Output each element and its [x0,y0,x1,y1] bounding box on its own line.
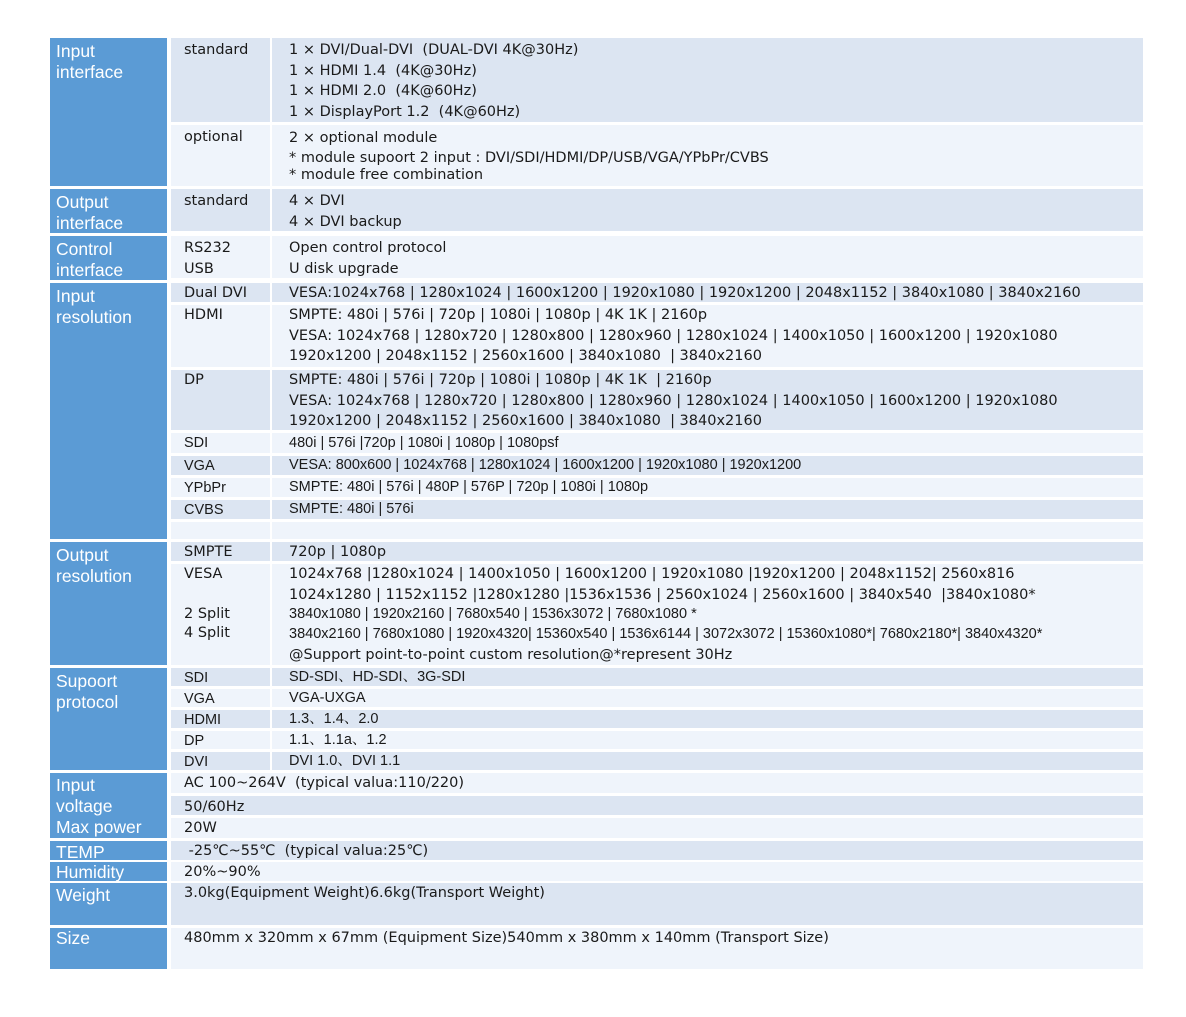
sub-line: RS232 [184,240,231,256]
sub-label: SMPTE [171,542,272,561]
row-hdmi [171,305,1143,367]
sub-label: HDMI [171,305,272,367]
label-line: voltage [56,796,113,816]
row-optional [171,125,1143,186]
row-value [171,928,1143,969]
row-standard [171,38,1143,122]
sub-line: USB [184,260,214,277]
value-line: 1 × DVI/Dual-DVI (DUAL-DVI 4K@30Hz) [289,42,579,58]
spec-table [50,38,1143,972]
row-value [272,125,1143,186]
row-dvi [171,752,1143,770]
row-value: -25℃~55℃ (typical valua:25℃) [184,843,429,859]
section-support-protocol [50,668,1143,770]
row-value [272,542,1143,561]
label-line: Max power [56,817,142,837]
value-line: 1024x1280 | 1152x1152 |1280x1280 |1536x1536 | 2560x1024 | 2560x1600 | 3840x540 |3840x1080* [289,586,1036,603]
row-temp [171,841,1143,860]
value-line: VESA: 1024x768 | 1280x720 | 1280x800 | 1280x960 | 1280x1024 | 1400x1050 | 1600x1200 | 1920x1080 [289,327,1058,344]
section-label: TEMP [50,841,167,860]
section-label [50,236,167,280]
section-label: Humidity [50,862,167,881]
row-value [272,38,1143,122]
row-value [272,710,1143,728]
value-line: DVI 1.0、DVI 1.1 [289,753,401,769]
value-line: 1920x1200 | 2048x1152 | 2560x1600 | 3840x1080 | 3840x2160 [289,413,762,429]
label-line: resolution [56,565,132,586]
section-output-resolution [50,542,1143,665]
section-output-interface [50,189,1143,233]
row-empty [171,522,1143,539]
value-line: 1.3、1.4、2.0 [289,711,379,727]
section-label [50,773,167,838]
sub-label: standard [171,189,272,231]
value-line: VESA: 1024x768 | 1280x720 | 1280x800 | 1280x960 | 1280x1024 | 1400x1050 | 1600x1200 | 1920x1080 [289,392,1058,409]
row-max-power [171,818,1143,838]
value-line: 540mm x 380mm x 140mm (Transport Size) [507,930,829,946]
section-control-interface [50,236,1143,280]
row-value [272,564,1143,665]
label-line: Input [56,775,95,795]
row-value [272,478,1143,497]
row-value [272,731,1143,749]
sub-label: CVBS [171,500,272,519]
row-hdmi [171,710,1143,728]
value-line: * module free combination [289,167,484,183]
value-line: * module supoort 2 input : DVI/SDI/HDMI/DP/USB/VGA/YPbPr/CVBS [289,150,769,166]
sub-label [171,236,272,278]
value-line: 6.6kg(Transport Weight) [369,885,545,901]
value-line: 480mm x 320mm x 67mm (Equipment Size) [184,930,508,946]
row-weight [171,883,1143,925]
row-smpte [171,542,1143,561]
label-line: resolution [56,306,132,327]
sub-label: DVI [171,752,272,770]
section-label [50,668,167,770]
row-size [171,928,1143,969]
section-input-resolution [50,283,1143,539]
row-value [272,500,1143,519]
section-humidity [50,862,1143,881]
row-vga [171,689,1143,707]
sub-label: DP [171,370,272,430]
row-value [272,189,1143,231]
section-input-interface [50,38,1143,186]
sub-label: Dual DVI [171,283,272,302]
value-line: 1 × HDMI 2.0 (4K@60Hz) [289,83,477,99]
label-line: interface [56,259,124,280]
label-line: Input [56,41,95,61]
value-line: SMPTE: 480i | 576i [289,501,414,517]
sub-label: VGA [171,456,272,475]
value-line: 4 × DVI [289,193,345,209]
row-value [272,236,1143,278]
row-value [272,305,1143,367]
row-value [272,456,1143,475]
row-value [171,883,1143,925]
value-line: VGA-UXGA [289,690,366,706]
section-label [50,542,167,665]
row-control [171,236,1143,278]
value-line: 720p | 1080p [289,544,387,560]
value-line: 1 × DisplayPort 1.2 (4K@60Hz) [289,103,521,120]
row-value: AC 100~264V (typical valua:110/220) [184,775,465,791]
row-input-voltage [171,773,1143,793]
value-line: Open control protocol [289,240,447,256]
sub-label: DP [171,731,272,749]
sub-label: SDI [171,668,272,686]
row-cvbs [171,500,1143,519]
row-value [272,752,1143,770]
sub-label: YPbPr [171,478,272,497]
row-value [272,689,1143,707]
row-value: 20W [184,820,217,836]
value-line: 3.0kg(Equipment Weight) [184,885,370,901]
value-line: VESA: 800x600 | 1024x768 | 1280x1024 | 1600x1200 | 1920x1080 | 1920x1200 [289,457,802,473]
row-value [272,522,1143,539]
value-line: SMPTE: 480i | 576i | 720p | 1080i | 1080p | 4K 1K | 2160p [289,372,712,388]
row-value [272,283,1143,302]
row-dp [171,731,1143,749]
value-line: 1 × HDMI 1.4 (4K@30Hz) [289,62,477,79]
sub-label: SDI [171,433,272,453]
row-sdi [171,433,1143,453]
row-frequency [171,796,1143,815]
sub-label: optional [171,125,272,186]
value-line: 1024x768 |1280x1024 | 1400x1050 | 1600x1200 | 1920x1080 |1920x1200 | 2048x1152| 2560x816 [289,566,1015,582]
label-line: Input [56,286,95,306]
section-weight [50,883,1143,925]
value-line: 4 × DVI backup [289,213,402,230]
row-value [272,370,1143,430]
row-vesa [171,564,1143,665]
label-line: Supoort [56,671,118,691]
row-vga [171,456,1143,475]
row-dp [171,370,1143,430]
row-ypbpr [171,478,1143,497]
label-line: Control [56,239,113,259]
value-line: 480i | 576i |720p | 1080i | 1080p | 1080psf [289,435,559,451]
label-line: Output [56,545,109,565]
value-line: @Support point-to-point custom resolution@*represent 30Hz [289,647,733,663]
value-line: SD-SDI、HD-SDI、3G-SDI [289,669,466,685]
row-value: 50/60Hz [184,799,245,815]
section-label [50,283,167,539]
row-sdi [171,668,1143,686]
label-line: interface [56,212,124,233]
value-line: SMPTE: 480i | 576i | 480P | 576P | 720p | 1080i | 1080p [289,479,649,495]
row-standard [171,189,1143,231]
row-value [272,668,1143,686]
value-line: U disk upgrade [289,260,399,277]
label-line: protocol [56,691,119,712]
value-line: 3840x1080 | 1920x2160 | 7680x540 | 1536x3072 | 7680x1080 * [289,606,697,622]
sub-line: 2 Split [184,605,230,622]
sub-label: VGA [171,689,272,707]
value-line: VESA:1024x768 | 1280x1024 | 1600x1200 | 1920x1080 | 1920x1200 | 2048x1152 | 3840x1080 | 3840x2160 [289,285,1081,301]
sub-line: 4 Split [184,624,230,641]
label-line: interface [56,61,124,82]
value-line: 3840x2160 | 7680x1080 | 1920x4320| 15360x540 | 1536x6144 | 3072x3072 | 15360x1080*| 7680x2180*| 3840x4320* [289,626,1043,642]
value-line: 1.1、1.1a、1.2 [289,732,387,748]
section-label [50,38,167,186]
sub-line: VESA [184,566,223,582]
row-dual-dvi [171,283,1143,302]
sub-label: HDMI [171,710,272,728]
value-line: SMPTE: 480i | 576i | 720p | 1080i | 1080p | 4K 1K | 2160p [289,307,708,323]
label-line: Output [56,192,109,212]
section-label: Weight [50,883,167,925]
sub-label: standard [171,38,272,122]
value-line: 1920x1200 | 2048x1152 | 2560x1600 | 3840x1080 | 3840x2160 [289,348,762,364]
sub-label [171,564,272,665]
row-value [272,433,1143,453]
value-line: 2 × optional module [289,130,438,146]
row-humidity [171,862,1143,881]
section-temp [50,841,1143,860]
sub-label [171,522,272,539]
section-label: Size [50,928,167,969]
section-power [50,773,1143,838]
row-value: 20%~90% [184,864,261,880]
section-size [50,928,1143,969]
section-label [50,189,167,233]
